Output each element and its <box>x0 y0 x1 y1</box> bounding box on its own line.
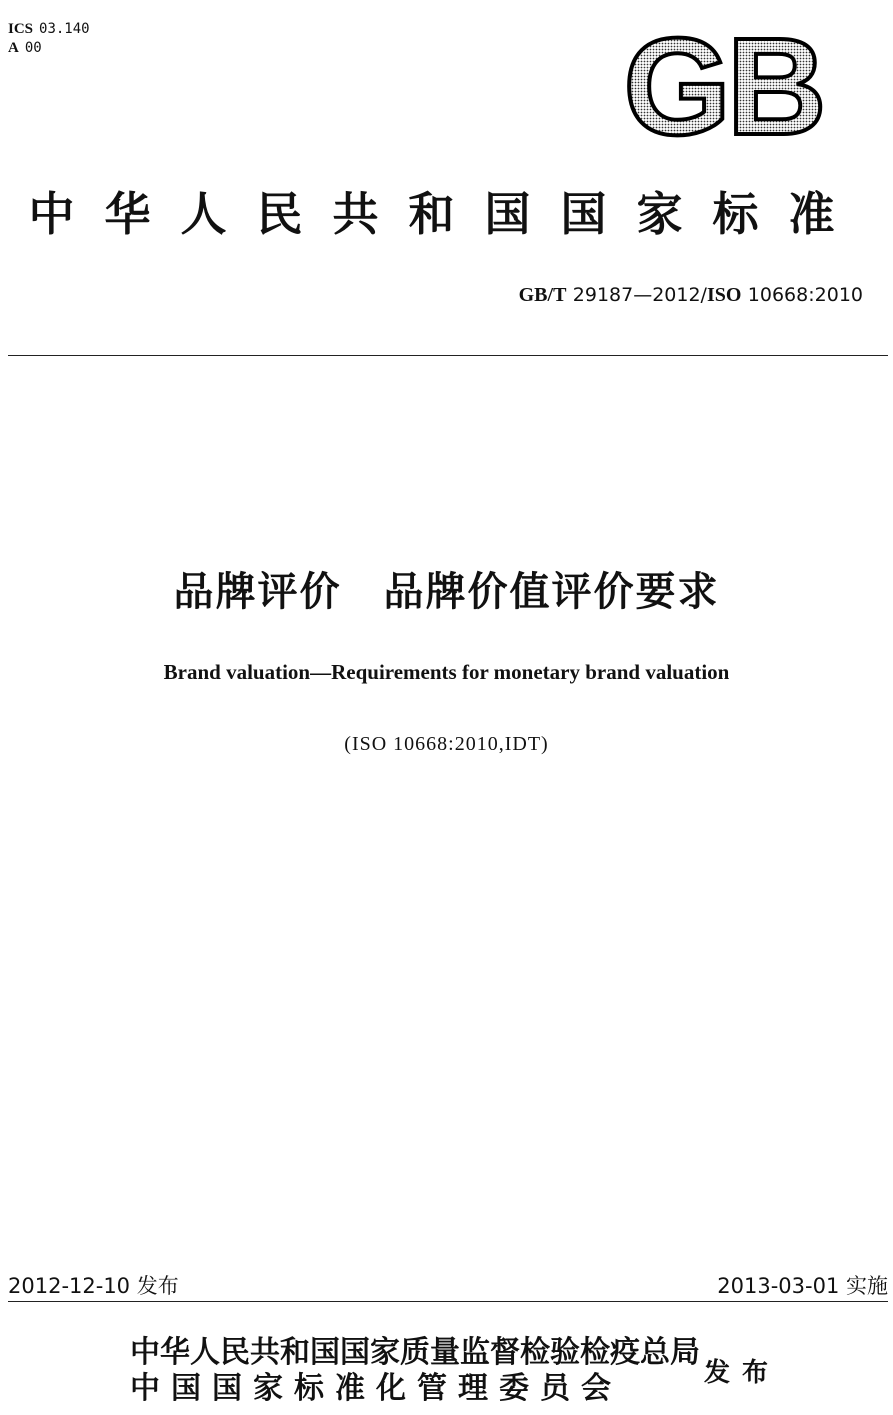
top-divider <box>8 355 888 356</box>
standard-number <box>519 282 863 307</box>
national-standard-title: 中华人民共和国国家标准 <box>28 187 865 241</box>
issue-date: 2012-12-10 发布 <box>8 1274 179 1298</box>
gb-logo-text: GB <box>623 30 823 144</box>
ccs-code: 00 <box>24 40 42 56</box>
std-number-value: 29187—2012/ <box>572 284 707 306</box>
ics-code: 03.140 <box>39 21 90 37</box>
issuer-line-2: 中国国家标准化管理委员会 <box>130 1371 622 1406</box>
classification-codes <box>8 20 90 58</box>
implementation-date: 2013-03-01 实施 <box>717 1274 888 1298</box>
bottom-divider <box>8 1301 888 1302</box>
iso-equivalence: (ISO 10668:2010,IDT) <box>344 733 549 755</box>
issuer-line-1: 中华人民共和国国家质量监督检验检疫总局 <box>130 1335 700 1370</box>
issuing-authorities <box>130 1335 700 1407</box>
std-prefix: GB/T <box>518 284 567 306</box>
english-title: Brand valuation—Requirements for monetary brand valuation <box>163 660 730 684</box>
ics-label: ICS <box>8 21 34 37</box>
iso-prefix: ISO <box>706 284 742 306</box>
ccs-label: A <box>8 40 19 56</box>
iso-number-value: 10668:2010 <box>747 284 863 306</box>
gb-logo <box>616 30 830 144</box>
chinese-title: 品牌评价 品牌价值评价要求 <box>173 569 720 615</box>
publish-label: 发布 <box>704 1358 781 1388</box>
